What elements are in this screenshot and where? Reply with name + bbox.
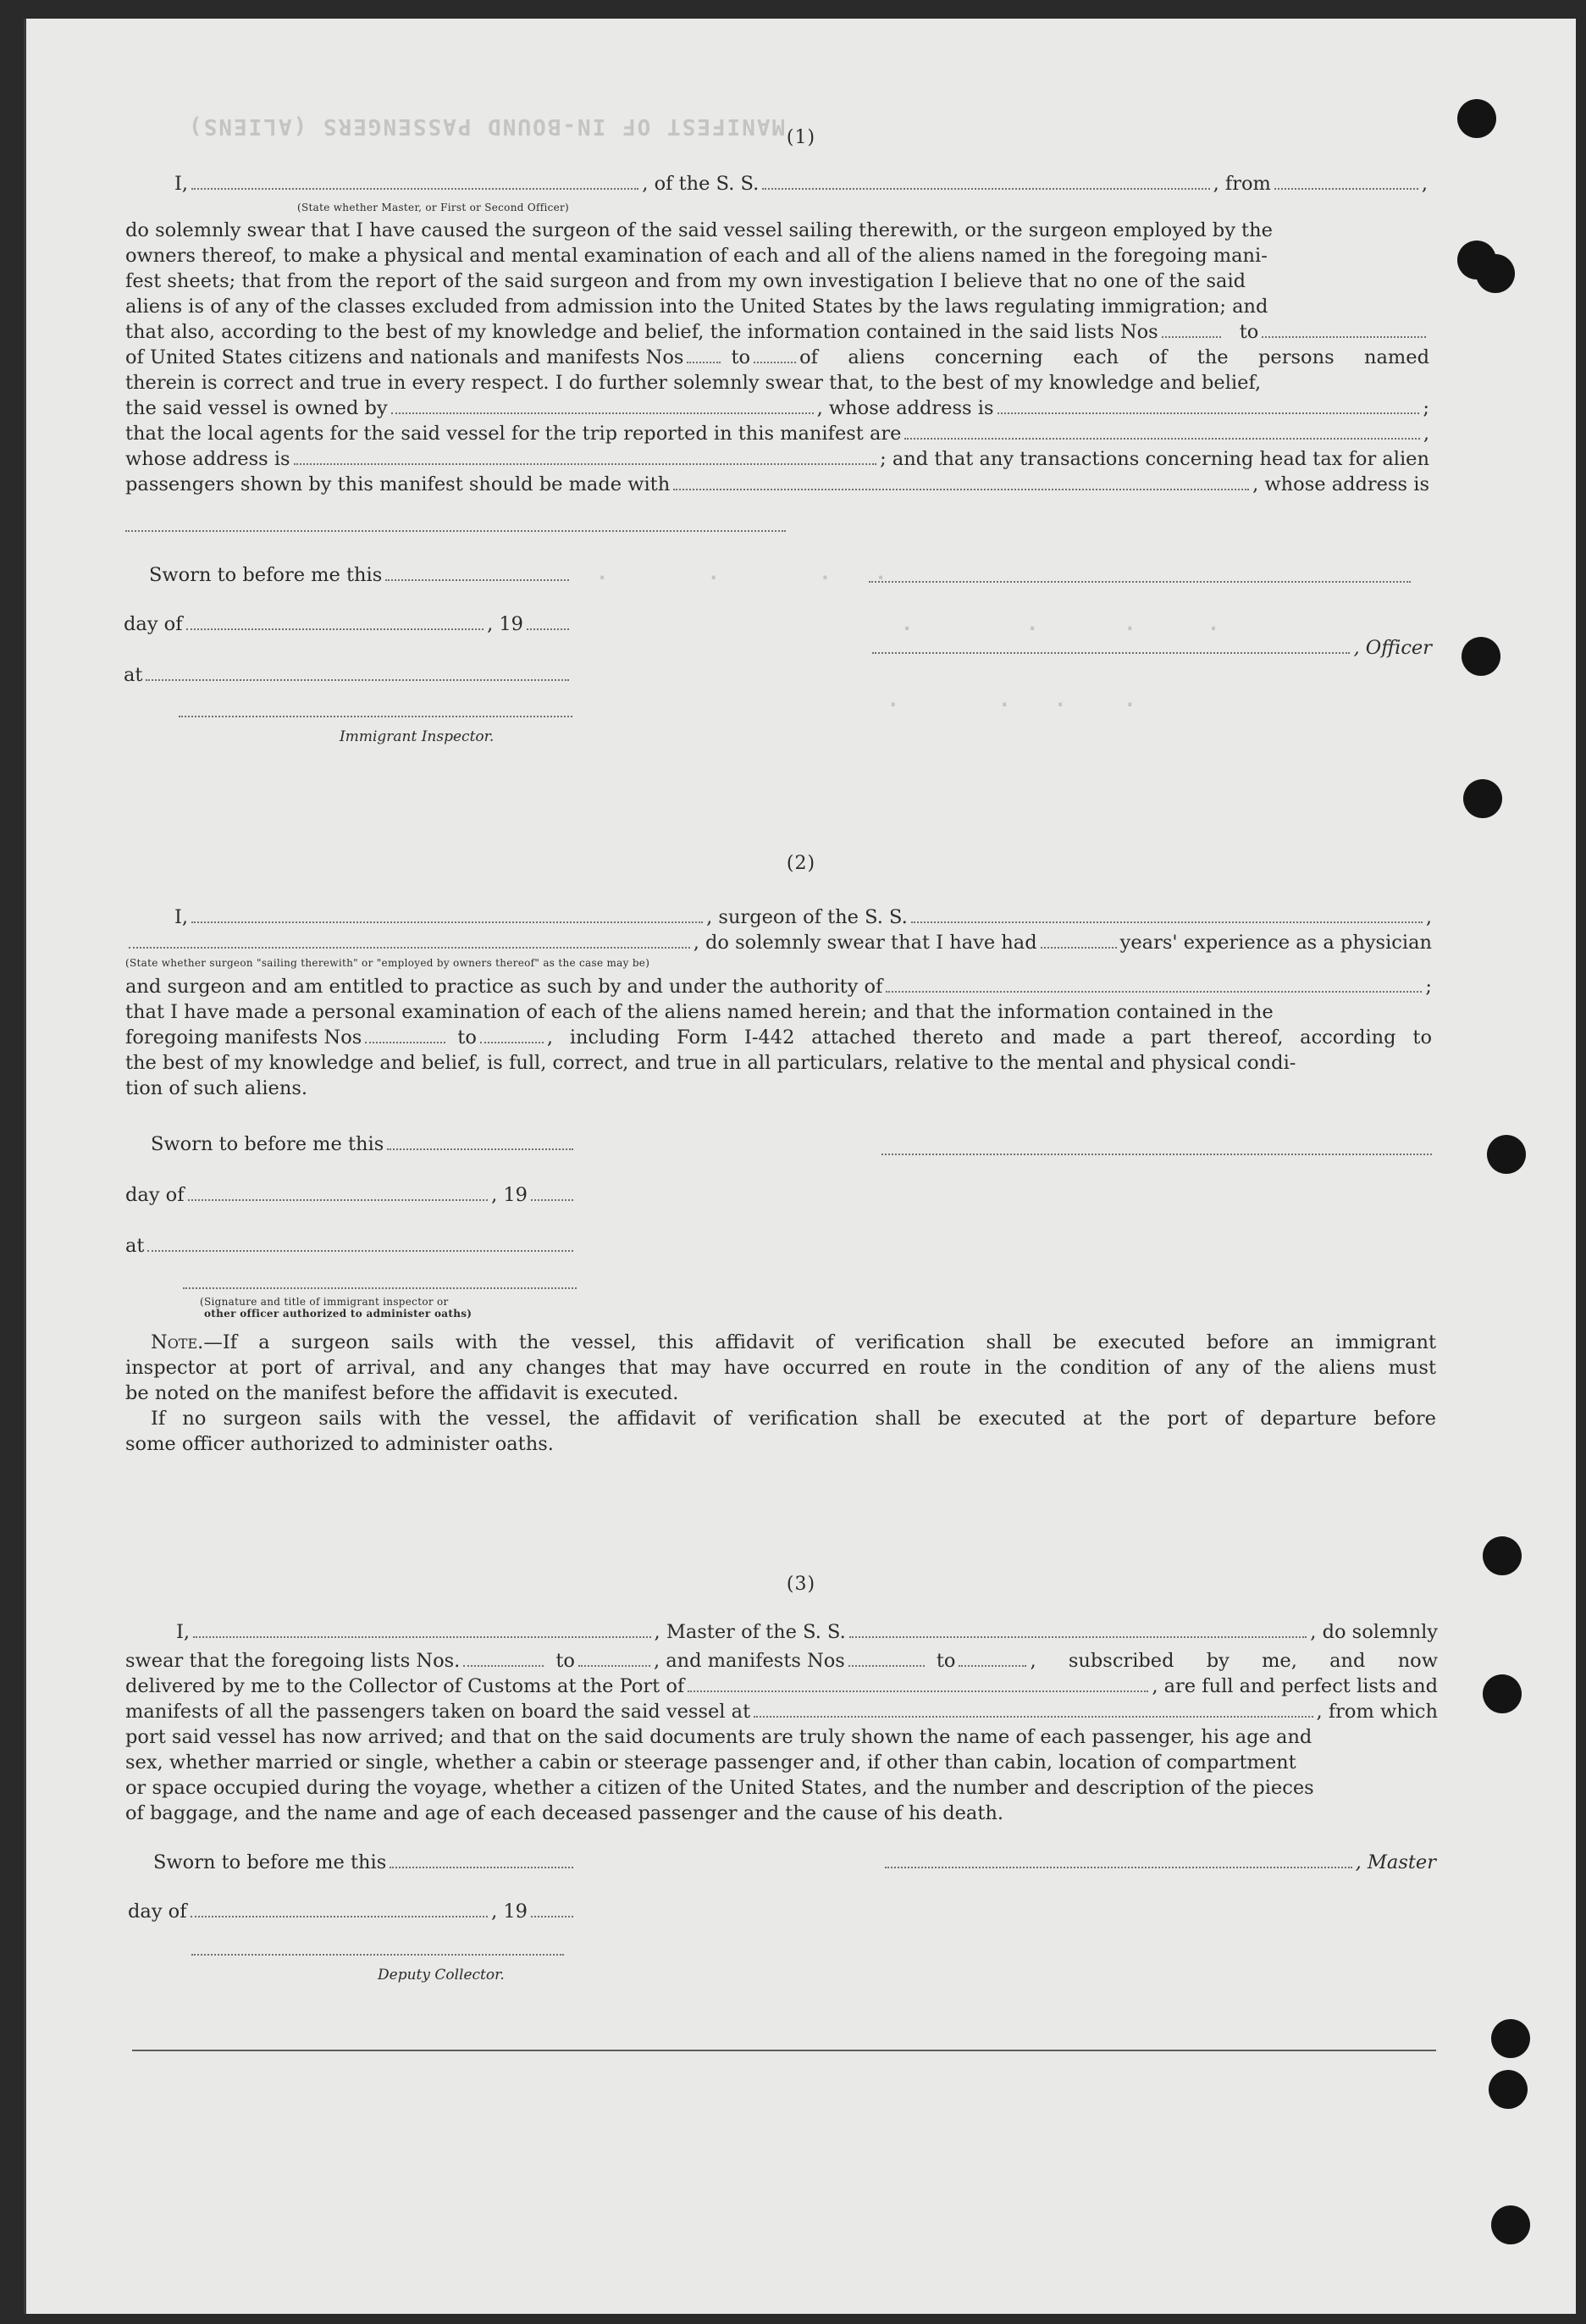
bleed-through-text: . . . . (873, 688, 1138, 711)
lists-to-field[interactable] (578, 1665, 650, 1667)
sec3-line1: I, , Master of the S. S. , do solemnly (176, 1621, 1439, 1643)
bleed-through-text: . . . . (873, 611, 1222, 635)
manifests-from-field[interactable] (687, 362, 721, 363)
inspector-signature-field[interactable] (183, 1287, 577, 1289)
year-field[interactable] (531, 1916, 573, 1917)
embarkation-port-field[interactable] (754, 1716, 1312, 1718)
sec2-at-line: at (125, 1235, 577, 1257)
local-agents-field[interactable] (904, 438, 1419, 440)
surgeon-signature-field[interactable] (881, 1154, 1432, 1155)
lists-from-field[interactable] (463, 1665, 544, 1667)
text-line: manifests of all the passengers taken on board the said vessel at , from which (125, 1701, 1438, 1723)
master-vessel-field[interactable] (849, 1636, 1307, 1638)
text-line: passengers shown by this manifest should be made with , whose address is (125, 473, 1429, 495)
day-month-field[interactable] (191, 1916, 489, 1917)
note-line: some officer authorized to administer oaths. (125, 1433, 554, 1455)
manifests-to-field[interactable] (754, 362, 796, 363)
sec2-sworn-line: Sworn to before me this (151, 1133, 577, 1155)
text-line: owners thereof, to make a physical and mental examination of each and all of the aliens named in the foregoing mani- (125, 245, 1268, 267)
sec2-affidavit-text (125, 974, 1432, 1101)
signature-caption-2: other officer authorized to administer oaths) (204, 1308, 472, 1320)
manifests-from-field[interactable] (365, 1042, 445, 1043)
lists-to-field[interactable] (1262, 336, 1426, 338)
head-tax-address-field[interactable] (125, 530, 786, 532)
master-signature-field[interactable] (885, 1867, 1352, 1868)
text-line: or space occupied during the voyage, whether a citizen of the United States, and the number and description of the pieces (125, 1777, 1314, 1799)
text-line: the best of my knowledge and belief, is full, correct, and true in all particulars, relative to the mental and physical condi- (125, 1052, 1296, 1074)
text-line: that I have made a personal examination of each of the aliens named herein; and that the information contained in the (125, 1001, 1274, 1023)
surgeon-status-field[interactable] (129, 947, 690, 949)
from-port-field[interactable] (1274, 188, 1418, 190)
sec1-affidavit-text (125, 218, 1429, 497)
punch-hole (1491, 2019, 1530, 2058)
sec1-sworn-line: Sworn to before me this (149, 564, 572, 586)
sec3-sworn-line: Sworn to before me this (153, 1851, 577, 1873)
authority-field[interactable] (886, 991, 1422, 993)
year-field[interactable] (527, 628, 569, 630)
master-name-field[interactable] (193, 1636, 650, 1638)
vessel-name-field[interactable] (762, 188, 1209, 190)
text-line: aliens is of any of the classes excluded from admission into the United States by the laws regulating immigration; and (125, 296, 1268, 318)
sec1-line1: I, , of the S. S. , from , (174, 173, 1428, 195)
signature-caption-1: (Signature and title of immigrant inspector or (200, 1296, 449, 1308)
text-line: tion of such aliens. (125, 1077, 308, 1099)
section-3-number: (3) (786, 1574, 816, 1595)
officer-rank-caption: (State whether Master, or First or Second Officer) (297, 202, 570, 213)
port-field[interactable] (688, 1690, 1148, 1692)
manifest-back-page (24, 19, 1576, 2314)
manifests-to-field[interactable] (480, 1042, 544, 1043)
text-line: whose address is ; and that any transactions concerning head tax for alien (125, 448, 1429, 470)
officer-signature-field[interactable] (869, 581, 1411, 583)
manifests-to-field[interactable] (959, 1665, 1026, 1667)
deputy-collector-label: Deputy Collector. (378, 1967, 505, 1984)
sec3-day-line: day of , 19 (128, 1901, 577, 1923)
note-line: be noted on the manifest before the affidavit is executed. (125, 1382, 679, 1404)
text-line: therein is correct and true in every respect. I do further solemnly swear that, to the best of my knowledge and belief, (125, 372, 1262, 394)
bleed-through-text: MANIFEST OF IN-BOUND PASSENGERS (ALIENS) (187, 113, 786, 139)
sec1-day-line: day of , 19 (124, 613, 572, 635)
day-month-field[interactable] (188, 1199, 489, 1201)
at-place-field[interactable] (146, 679, 569, 681)
text-line: delivered by me to the Collector of Customs at the Port of , are full and perfect lists and (125, 1675, 1438, 1697)
agents-address-field[interactable] (294, 463, 877, 465)
punch-hole (1476, 254, 1515, 293)
note-line: Note.—If a surgeon sails with the vessel, this affidavit of verification shall be executed before an immigrant (151, 1331, 1436, 1353)
text-line: and surgeon and am entitled to practice as such by and under the authority of ; (125, 976, 1432, 998)
manifests-from-field[interactable] (848, 1665, 925, 1667)
sworn-date-field[interactable] (385, 579, 569, 581)
sec1-officer-line: , Officer (869, 637, 1432, 659)
surgeon-vessel-field[interactable] (911, 921, 1423, 923)
punch-hole (1483, 1674, 1522, 1713)
owner-address-field[interactable] (997, 412, 1420, 414)
text-line: do solemnly swear that I have caused the surgeon of the said vessel sailing therewith, or the surgeon employed by the (125, 219, 1273, 241)
punch-hole (1491, 2205, 1530, 2244)
note-line: inspector at port of arrival, and any changes that may have occurred en route in the condition of any of the aliens must (125, 1357, 1436, 1379)
note-block (125, 1330, 1436, 1457)
collector-signature-field[interactable] (191, 1954, 564, 1956)
years-experience-field[interactable] (1041, 947, 1117, 949)
section-1-number: (1) (786, 127, 816, 148)
year-field[interactable] (531, 1199, 573, 1201)
text-line: sex, whether married or single, whether a cabin or steerage passenger and, if other than cabin, location of compartment (125, 1751, 1296, 1773)
bleed-through-text: . . . . (568, 561, 889, 584)
text-line: of United States citizens and nationals and manifests Nos to of aliens concerning each of the persons named (125, 346, 1429, 368)
sworn-date-field[interactable] (390, 1867, 573, 1868)
sec2-line1: I, , surgeon of the S. S. , (174, 906, 1433, 928)
sec2-line2: , do solemnly swear that I have had years' experience as a physician (125, 932, 1432, 954)
punch-hole (1487, 1135, 1526, 1174)
at-place-field[interactable] (147, 1250, 573, 1252)
punch-hole (1462, 637, 1500, 676)
sec2-day-line: day of , 19 (125, 1184, 577, 1206)
section-2-number: (2) (786, 853, 816, 874)
day-month-field[interactable] (186, 628, 484, 630)
bottom-rule (132, 2050, 1436, 2051)
surgeon-status-caption: (State whether surgeon "sailing therewith" or "employed by owners thereof" as the case may be) (125, 957, 650, 969)
text-line: the said vessel is owned by , whose address is ; (125, 397, 1430, 419)
punch-hole (1483, 1536, 1522, 1575)
note-line: If no surgeon sails with the vessel, the affidavit of verification shall be executed at the port of departure before (151, 1408, 1436, 1430)
text-line: port said vessel has now arrived; and that on the said documents are truly shown the name of each passenger, his age and (125, 1726, 1312, 1748)
punch-hole (1489, 2070, 1528, 2109)
sec3-affidavit-text (125, 1648, 1438, 1826)
text-line: of baggage, and the name and age of each deceased passenger and the cause of his death. (125, 1802, 1004, 1824)
sworn-date-field[interactable] (387, 1148, 573, 1150)
sec3-master-line: , Master (881, 1851, 1436, 1873)
officer-rank-field[interactable] (191, 188, 638, 190)
officer-name-field[interactable] (872, 652, 1350, 654)
text-line: swear that the foregoing lists Nos. to , and manifests Nos to , subscribed by me, and now (125, 1650, 1438, 1672)
text-line: that also, according to the best of my knowledge and belief, the information contained in the said lists Nos to (125, 319, 1429, 345)
head-tax-party-field[interactable] (673, 489, 1249, 490)
inspector-signature-field[interactable] (179, 716, 572, 717)
surgeon-name-field[interactable] (191, 921, 703, 923)
punch-hole (1463, 779, 1502, 818)
lists-from-field[interactable] (1162, 336, 1221, 338)
sec1-at-line: at (124, 664, 572, 686)
text-line: foregoing manifests Nos to , including Form I-442 attached thereto and made a part thereof, according to (125, 1026, 1432, 1049)
text-line: that the local agents for the said vessel for the trip reported in this manifest are , (125, 423, 1429, 445)
owner-field[interactable] (391, 412, 814, 414)
immigrant-inspector-label: Immigrant Inspector. (340, 728, 495, 745)
text-line: fest sheets; that from the report of the said surgeon and from my own investigation I believe that no one of the said (125, 270, 1246, 292)
